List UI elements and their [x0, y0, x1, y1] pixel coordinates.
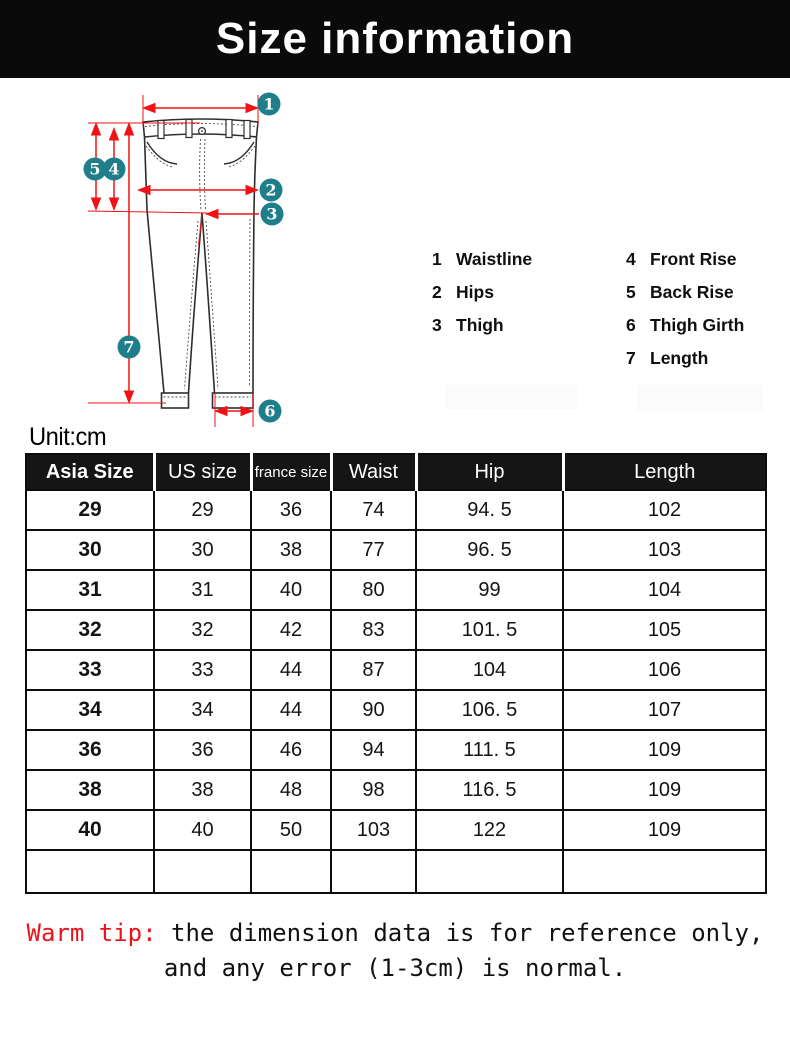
legend-number: 6	[626, 315, 636, 335]
cell-asia-size: 31	[26, 570, 154, 610]
table-row	[26, 810, 766, 850]
legend-item-4	[626, 243, 744, 276]
cell-length: 106	[563, 650, 766, 690]
cell-france-size: 42	[251, 610, 331, 650]
cell-france-size: 40	[251, 570, 331, 610]
cell-hip: 122	[416, 810, 563, 850]
cell-length: 107	[563, 690, 766, 730]
svg-text:5: 5	[89, 159, 101, 179]
cell-waist: 77	[331, 530, 416, 570]
badge-6-icon	[259, 400, 282, 423]
svg-text:2: 2	[265, 180, 277, 200]
cell-us-size	[154, 850, 251, 893]
cell-waist: 80	[331, 570, 416, 610]
cell-us-size: 32	[154, 610, 251, 650]
table-row	[26, 730, 766, 770]
cell-us-size: 33	[154, 650, 251, 690]
cell-waist: 87	[331, 650, 416, 690]
cell-length: 109	[563, 810, 766, 850]
table-header-row	[26, 454, 766, 490]
table-row	[26, 530, 766, 570]
cell-france-size: 38	[251, 530, 331, 570]
legend-number: 2	[432, 282, 442, 302]
cell-france-size	[251, 850, 331, 893]
cell-asia-size	[26, 850, 154, 893]
cell-waist: 94	[331, 730, 416, 770]
size-table	[25, 453, 767, 894]
legend-label: Front Rise	[650, 249, 737, 269]
legend-column-right	[626, 243, 744, 375]
cell-length: 102	[563, 490, 766, 530]
cell-asia-size: 30	[26, 530, 154, 570]
legend-item-6	[626, 309, 744, 342]
title-bar	[0, 0, 790, 78]
cell-us-size: 36	[154, 730, 251, 770]
cell-france-size: 48	[251, 770, 331, 810]
legend-item-5	[626, 276, 744, 309]
table-row	[26, 490, 766, 530]
cell-length: 109	[563, 730, 766, 770]
cell-hip: 101. 5	[416, 610, 563, 650]
cell-hip: 106. 5	[416, 690, 563, 730]
cell-hip: 111. 5	[416, 730, 563, 770]
cell-length: 105	[563, 610, 766, 650]
legend-label: Back Rise	[650, 282, 734, 302]
cell-france-size: 36	[251, 490, 331, 530]
cell-waist: 74	[331, 490, 416, 530]
legend-label: Waistline	[456, 249, 533, 269]
badge-5-icon	[84, 158, 107, 181]
legend-number: 1	[432, 249, 442, 269]
cell-asia-size: 36	[26, 730, 154, 770]
legend-label: Thigh Girth	[650, 315, 745, 335]
legend-label: Thigh	[456, 315, 504, 335]
header-us-size: US size	[154, 454, 251, 490]
cell-length	[563, 850, 766, 893]
cell-hip	[416, 850, 563, 893]
table-row	[26, 570, 766, 610]
cell-us-size: 30	[154, 530, 251, 570]
warm-tip-text1: the dimension data is for reference only,	[171, 919, 764, 947]
cell-france-size: 44	[251, 690, 331, 730]
cell-asia-size: 29	[26, 490, 154, 530]
cell-asia-size: 33	[26, 650, 154, 690]
svg-text:7: 7	[123, 337, 135, 357]
cell-waist: 103	[331, 810, 416, 850]
svg-text:4: 4	[108, 159, 120, 179]
cell-us-size: 40	[154, 810, 251, 850]
table-row	[26, 770, 766, 810]
header-hip: Hip	[416, 454, 563, 490]
legend-item-3	[432, 309, 532, 342]
legend-label: Length	[650, 348, 709, 368]
cell-asia-size: 32	[26, 610, 154, 650]
table-row	[26, 690, 766, 730]
warm-tip-line2: and any error (1-3cm) is normal.	[163, 954, 627, 982]
legend-number: 3	[432, 315, 442, 335]
cell-length: 104	[563, 570, 766, 610]
legend-number: 7	[626, 348, 636, 368]
header-france-size: france size	[251, 454, 331, 490]
badge-1-icon	[258, 93, 281, 116]
cell-france-size: 50	[251, 810, 331, 850]
warm-tip	[0, 916, 790, 986]
legend-number: 5	[626, 282, 636, 302]
cell-asia-size: 34	[26, 690, 154, 730]
svg-text:6: 6	[264, 401, 276, 421]
cell-waist: 83	[331, 610, 416, 650]
warm-tip-label: Warm tip:	[26, 919, 157, 947]
header-length: Length	[563, 454, 766, 490]
cell-hip: 99	[416, 570, 563, 610]
cell-france-size: 44	[251, 650, 331, 690]
legend-label: Hips	[456, 282, 494, 302]
pants-outline	[143, 119, 258, 408]
legend-item-1	[432, 243, 532, 276]
cell-waist	[331, 850, 416, 893]
size-table-body	[26, 490, 766, 893]
watermark-shadow	[637, 385, 763, 412]
badge-2-icon	[260, 179, 283, 202]
cell-france-size: 46	[251, 730, 331, 770]
svg-text:3: 3	[266, 204, 278, 224]
badge-3-icon	[261, 203, 284, 226]
warm-tip-line1	[0, 916, 790, 951]
table-row	[26, 610, 766, 650]
table-row	[26, 850, 766, 893]
cell-length: 109	[563, 770, 766, 810]
unit-label: Unit:cm	[29, 423, 107, 451]
legend-item-7	[626, 342, 744, 375]
cell-waist: 98	[331, 770, 416, 810]
watermark-shadow	[445, 385, 577, 410]
badge-7-icon	[118, 336, 141, 359]
legend-number: 4	[626, 249, 636, 269]
cell-us-size: 31	[154, 570, 251, 610]
cell-asia-size: 38	[26, 770, 154, 810]
cell-hip: 116. 5	[416, 770, 563, 810]
cell-us-size: 38	[154, 770, 251, 810]
header-waist: Waist	[331, 454, 416, 490]
cell-hip: 104	[416, 650, 563, 690]
cell-hip: 94. 5	[416, 490, 563, 530]
pants-measurement-diagram	[60, 85, 300, 435]
cell-length: 103	[563, 530, 766, 570]
legend-column-left	[432, 243, 532, 342]
cell-us-size: 34	[154, 690, 251, 730]
table-row	[26, 650, 766, 690]
cell-asia-size: 40	[26, 810, 154, 850]
legend-item-2	[432, 276, 532, 309]
page-title: Size information	[215, 14, 575, 63]
cell-hip: 96. 5	[416, 530, 563, 570]
cell-us-size: 29	[154, 490, 251, 530]
svg-text:1: 1	[263, 94, 275, 114]
cell-waist: 90	[331, 690, 416, 730]
header-asia-size: Asia Size	[26, 454, 154, 490]
